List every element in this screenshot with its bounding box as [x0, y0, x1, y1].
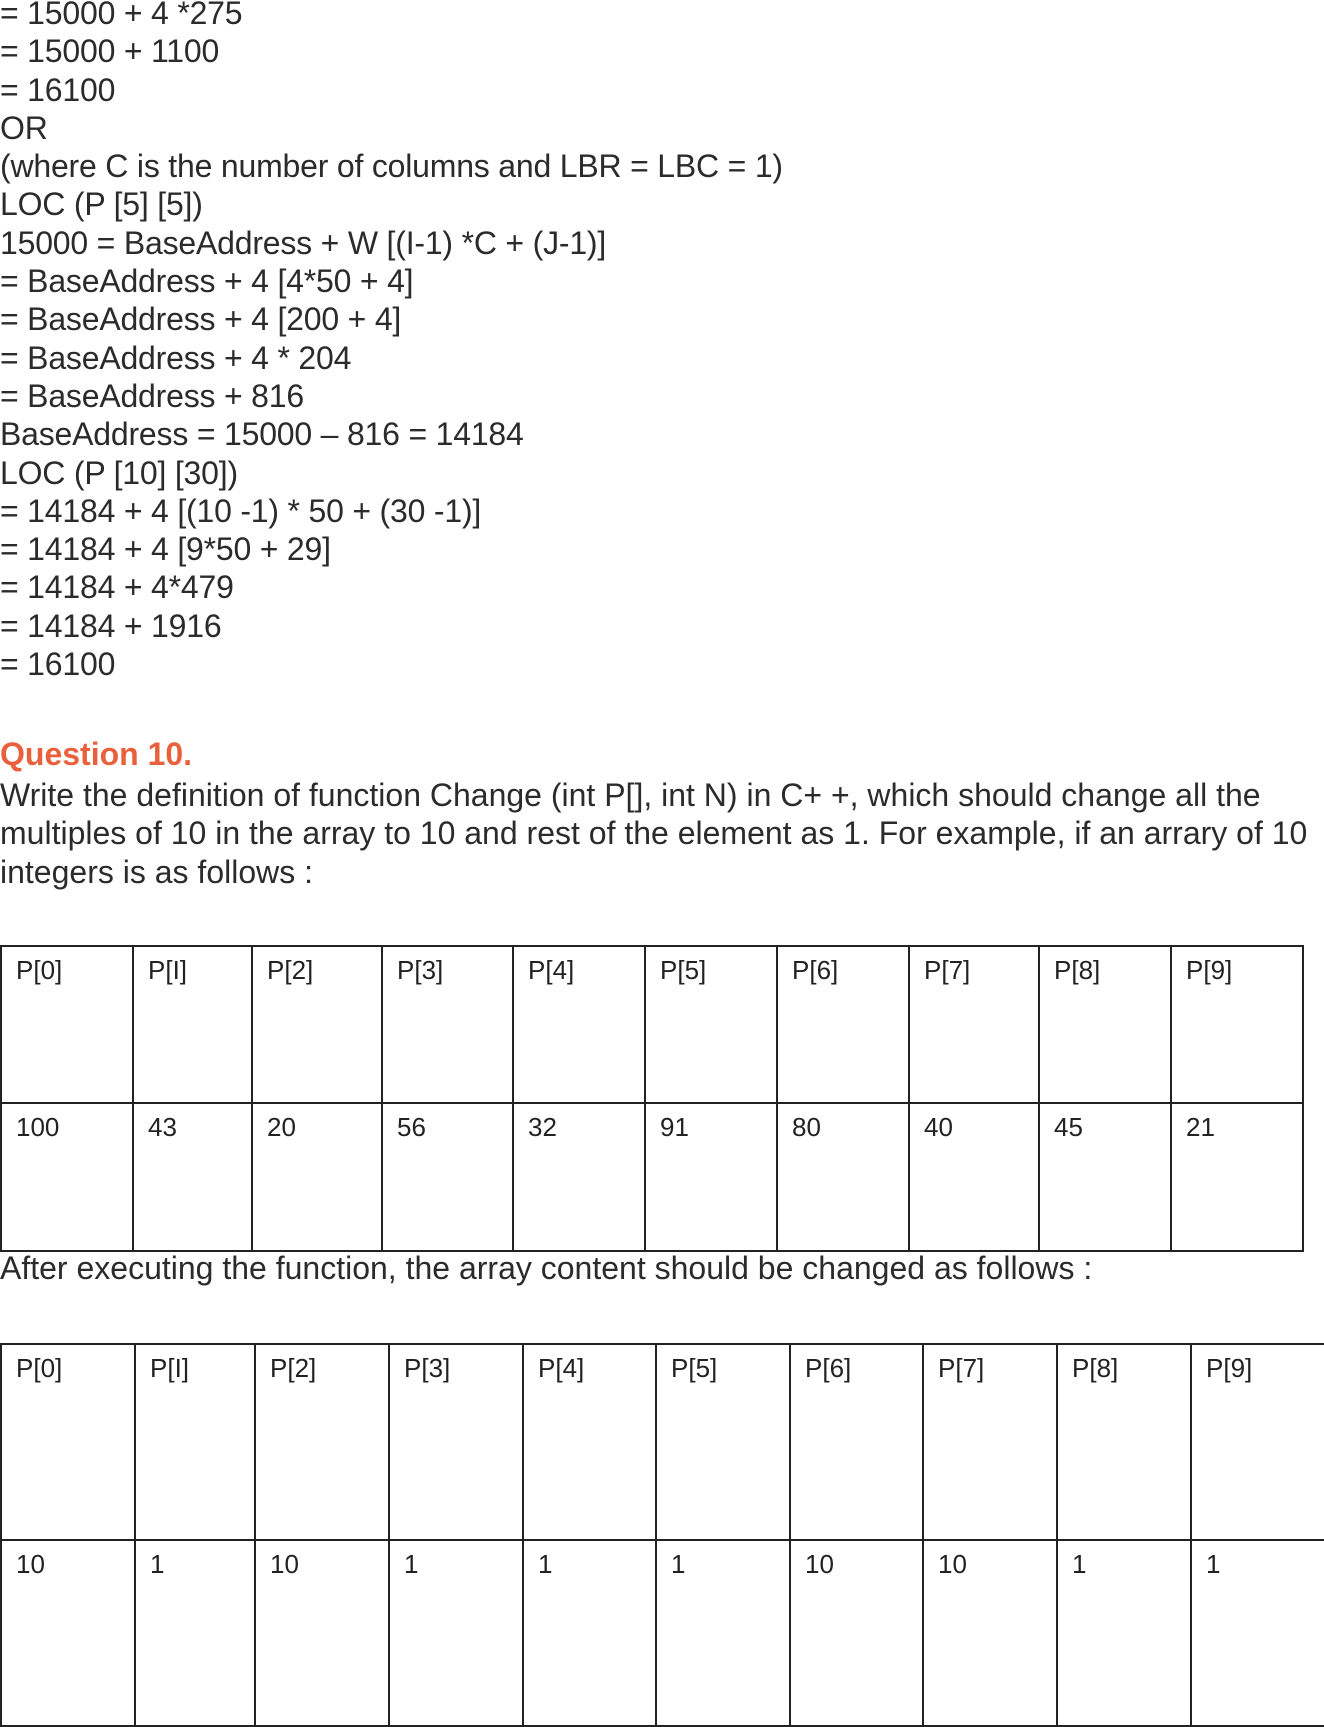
array-value-cell: 20 [252, 1103, 382, 1251]
working-line: = 15000 + 4 *275 [0, 0, 243, 31]
array-index-cell: P[I] [135, 1344, 255, 1540]
array-index-cell: P[8] [1039, 946, 1171, 1103]
working-line: LOC (P [5] [5]) [0, 186, 203, 223]
array-index-cell: P[3] [389, 1344, 523, 1540]
working-line: = 14184 + 4*479 [0, 569, 234, 606]
array-value-cell: 1 [1057, 1540, 1191, 1726]
array-index-cell: P[6] [790, 1344, 923, 1540]
array-index-cell: P[7] [909, 946, 1039, 1103]
array-index-cell: P[2] [252, 946, 382, 1103]
array-index-cell: P[2] [255, 1344, 389, 1540]
working-line: (where C is the number of columns and LBR = LBC = 1) [0, 148, 783, 185]
array-index-cell: P[4] [513, 946, 645, 1103]
array-index-cell: P[5] [645, 946, 777, 1103]
array-value-cell: 1 [1191, 1540, 1324, 1726]
array-value-cell: 1 [135, 1540, 255, 1726]
working-line: = BaseAddress + 4 [200 + 4] [0, 301, 402, 338]
value-row [1, 1540, 1324, 1726]
working-line: = BaseAddress + 4 [4*50 + 4] [0, 263, 414, 300]
array-value-cell: 43 [133, 1103, 252, 1251]
array-value-cell: 10 [790, 1540, 923, 1726]
array-value-cell: 56 [382, 1103, 513, 1251]
working-line: = 14184 + 4 [9*50 + 29] [0, 531, 331, 568]
array-index-cell: P[0] [1, 1344, 135, 1540]
array-value-cell: 45 [1039, 1103, 1171, 1251]
array-value-cell: 100 [1, 1103, 133, 1251]
working-line: = 15000 + 1100 [0, 33, 220, 70]
array-after-table [0, 1343, 1324, 1727]
array-index-cell: P[0] [1, 946, 133, 1103]
array-index-cell: P[5] [656, 1344, 790, 1540]
array-index-cell: P[9] [1191, 1344, 1324, 1540]
working-line: LOC (P [10] [30]) [0, 454, 238, 491]
working-line: = 16100 [0, 71, 116, 108]
question-title: Question 10. [0, 736, 193, 772]
array-value-cell: 80 [777, 1103, 909, 1251]
array-index-cell: P[9] [1171, 946, 1303, 1103]
working-line: = BaseAddress + 816 [0, 377, 304, 414]
array-value-cell: 21 [1171, 1103, 1303, 1251]
array-index-cell: P[3] [382, 946, 513, 1103]
array-index-cell: P[4] [523, 1344, 656, 1540]
array-value-cell: 40 [909, 1103, 1039, 1251]
array-value-cell: 10 [255, 1540, 389, 1726]
array-value-cell: 1 [389, 1540, 523, 1726]
working-line: BaseAddress = 15000 – 816 = 14184 [0, 416, 524, 453]
array-index-cell: P[8] [1057, 1344, 1191, 1540]
array-index-cell: P[7] [923, 1344, 1057, 1540]
value-row [1, 1103, 1303, 1251]
header-row [1, 946, 1303, 1103]
working-line: = BaseAddress + 4 * 204 [0, 339, 352, 376]
working-solution [0, 0, 783, 683]
question-text: Write the definition of function Change (int P[], int N) in C+ +, which should change all the multiples of 10 in the array to 10 and rest of the element as 1. For example, if an arrary of 10 integers is as follows : [0, 777, 1308, 890]
after-text: After executing the function, the array content should be changed as follows : [0, 1250, 1093, 1286]
working-line: = 16100 [0, 646, 116, 683]
working-line: OR [0, 109, 48, 146]
array-value-cell: 1 [523, 1540, 656, 1726]
array-index-cell: P[6] [777, 946, 909, 1103]
header-row [1, 1344, 1324, 1540]
working-line: 15000 = BaseAddress + W [(I-1) *C + (J-1)] [0, 224, 607, 261]
array-index-cell: P[I] [133, 946, 252, 1103]
working-line: = 14184 + 1916 [0, 607, 222, 644]
array-value-cell: 10 [923, 1540, 1057, 1726]
array-value-cell: 1 [656, 1540, 790, 1726]
array-value-cell: 32 [513, 1103, 645, 1251]
array-value-cell: 91 [645, 1103, 777, 1251]
array-value-cell: 10 [1, 1540, 135, 1726]
array-before-table [0, 945, 1304, 1252]
working-line: = 14184 + 4 [(10 -1) * 50 + (30 -1)] [0, 492, 482, 529]
